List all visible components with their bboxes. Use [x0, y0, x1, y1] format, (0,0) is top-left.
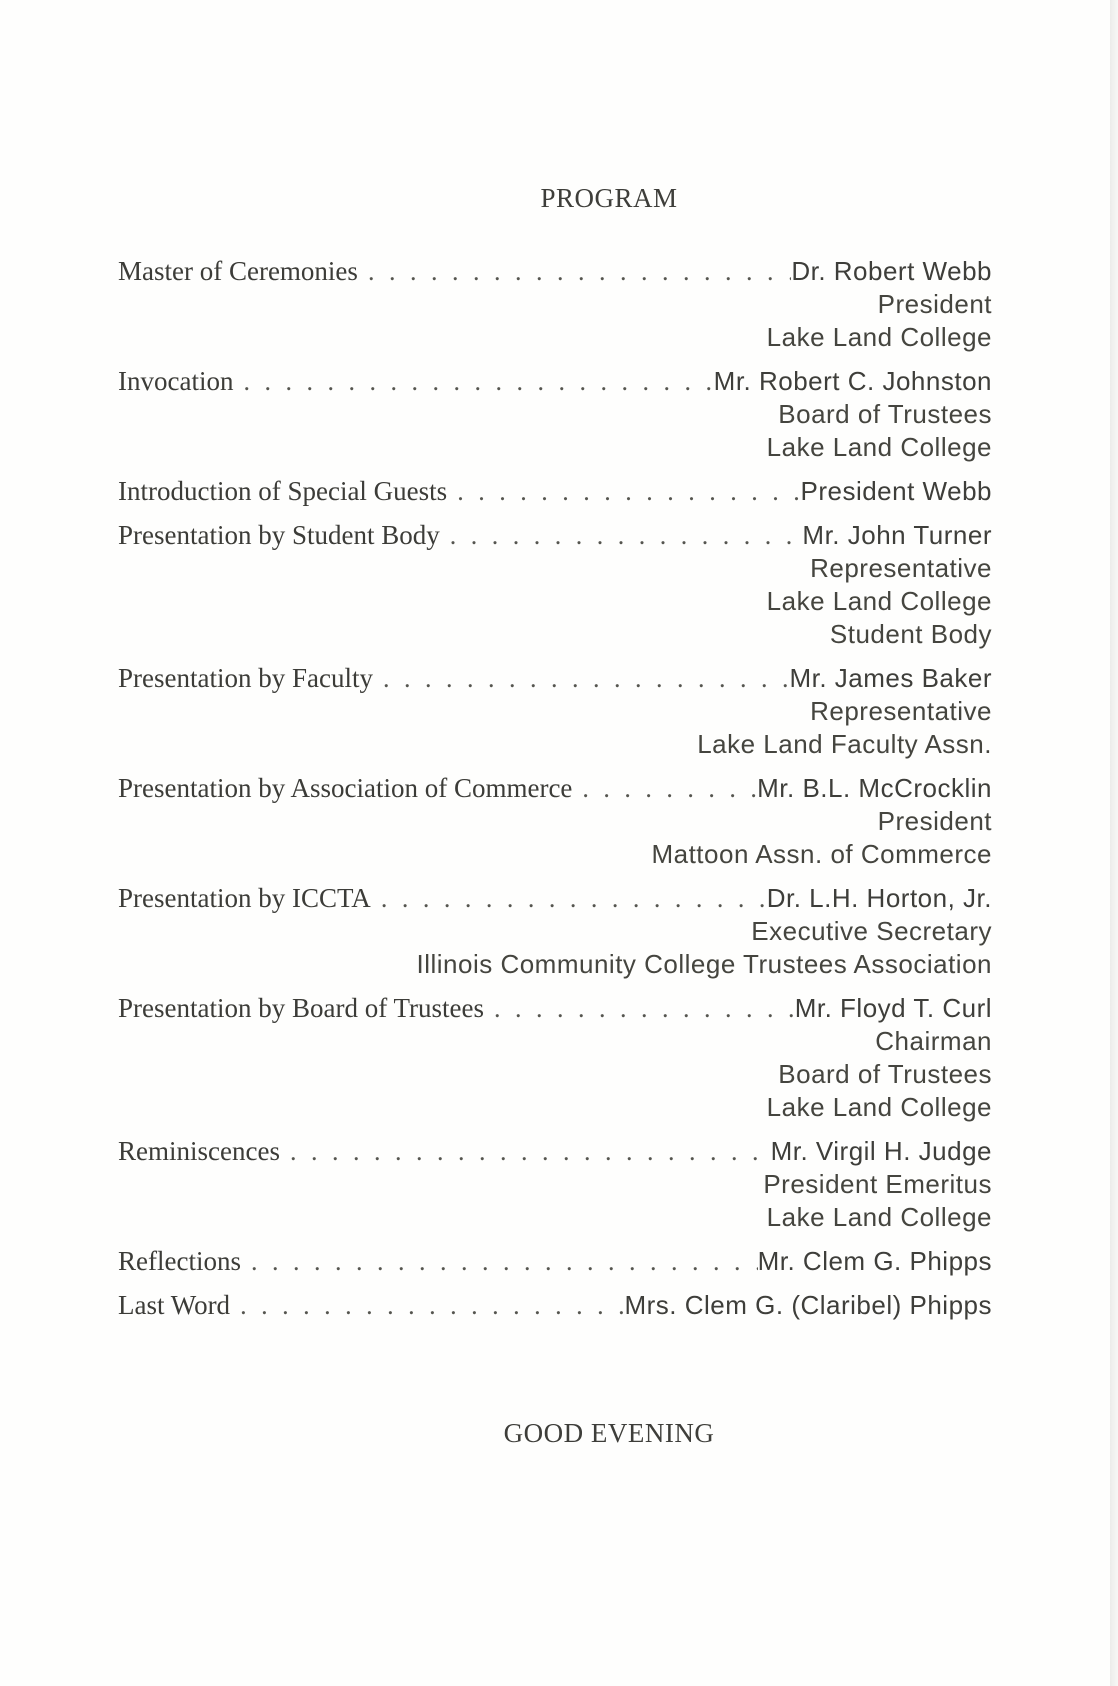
program-item-label: Presentation by Association of Commerce	[118, 773, 573, 803]
presenter-detail: Executive Secretary	[751, 916, 992, 946]
presenter-detail: Representative	[810, 553, 992, 583]
closing-text: GOOD EVENING	[503, 1418, 715, 1448]
program-item-label: Master of Ceremonies	[118, 256, 358, 286]
presenter-detail: President	[877, 289, 992, 319]
entry-spacer	[118, 871, 992, 882]
entry-spacer	[118, 464, 992, 475]
entry-spacer	[118, 1124, 992, 1135]
presenter-name: Mr. Clem G. Phipps	[757, 1246, 992, 1276]
presenter-detail: Board of Trustees	[778, 399, 992, 429]
program-entry-row	[118, 992, 992, 1025]
program-entry-row	[118, 365, 992, 398]
presenter-name: Mr. Virgil H. Judge	[770, 1136, 992, 1166]
presenter-name: President Webb	[800, 476, 992, 506]
entry-spacer	[118, 761, 992, 772]
program-entry	[118, 1245, 992, 1278]
entry-spacer	[118, 354, 992, 365]
program-item-label: Invocation	[118, 366, 234, 396]
page-edge	[1110, 0, 1118, 1686]
program-title: PROGRAM	[540, 183, 678, 213]
program-entry-row	[118, 1135, 992, 1168]
program-entry-row	[118, 1289, 992, 1322]
entry-spacer	[118, 651, 992, 662]
presenter-detail: Lake Land Faculty Assn.	[697, 729, 992, 759]
presenter-detail: Mattoon Assn. of Commerce	[651, 839, 992, 869]
presenter-name: Dr. Robert Webb	[791, 256, 992, 286]
entry-spacer	[118, 508, 992, 519]
program-entry	[118, 1289, 992, 1322]
program-item-label: Presentation by ICCTA	[118, 883, 371, 913]
program-item-label: Introduction of Special Guests	[118, 476, 448, 506]
presenter-detail: Chairman	[875, 1026, 992, 1056]
program-entry-row	[118, 1245, 992, 1278]
presenter-name: Mr. Robert C. Johnston	[713, 366, 992, 396]
presenter-detail: Lake Land College	[766, 322, 992, 352]
dot-leader	[286, 1135, 771, 1168]
dot-leader	[446, 519, 803, 552]
program-entry	[118, 475, 992, 508]
program-item-label: Reminiscences	[118, 1136, 280, 1166]
dot-leader	[377, 882, 767, 915]
dot-leader	[578, 772, 757, 805]
program-item-label: Presentation by Student Body	[118, 520, 440, 550]
program-entry	[118, 1135, 992, 1234]
program-entry-row	[118, 475, 992, 508]
program-entry	[118, 772, 992, 871]
entry-spacer	[118, 981, 992, 992]
program-entry	[118, 662, 992, 761]
program-item-label: Presentation by Faculty	[118, 663, 373, 693]
program-item-label: Presentation by Board of Trustees	[118, 993, 484, 1023]
dot-leader	[379, 662, 789, 695]
program-item-label: Reflections	[118, 1246, 241, 1276]
presenter-name: Dr. L.H. Horton, Jr.	[766, 883, 992, 913]
entry-spacer	[118, 1278, 992, 1289]
presenter-detail: Lake Land College	[766, 1092, 992, 1122]
program-item-label: Last Word	[118, 1290, 231, 1320]
program-entry-row	[118, 882, 992, 915]
presenter-detail: President Emeritus	[763, 1169, 992, 1199]
entry-spacer	[118, 1234, 992, 1245]
presenter-name: Mr. B.L. McCrocklin	[757, 773, 992, 803]
dot-leader	[236, 1289, 624, 1322]
program-entry	[118, 992, 992, 1124]
program-entry	[118, 365, 992, 464]
presenter-detail: Student Body	[829, 619, 992, 649]
presenter-name: Mr. James Baker	[789, 663, 992, 693]
presenter-name: Mr. John Turner	[802, 520, 992, 550]
program-entry-row	[118, 772, 992, 805]
program-entry	[118, 519, 992, 651]
program-entry	[118, 255, 992, 354]
presenter-detail: Lake Land College	[766, 586, 992, 616]
program-entry	[118, 882, 992, 981]
presenter-name: Mrs. Clem G. (Claribel) Phipps	[624, 1290, 992, 1320]
program-entry-row	[118, 662, 992, 695]
dot-leader	[364, 255, 791, 288]
presenter-detail: Lake Land College	[766, 1202, 992, 1232]
dot-leader	[239, 365, 713, 398]
presenter-detail: President	[877, 806, 992, 836]
dot-leader	[453, 475, 800, 508]
presenter-name: Mr. Floyd T. Curl	[794, 993, 992, 1023]
presenter-detail: Illinois Community College Trustees Association	[416, 949, 992, 979]
program-entry-row	[118, 519, 992, 552]
presenter-detail: Board of Trustees	[778, 1059, 992, 1089]
presenter-detail: Lake Land College	[766, 432, 992, 462]
program-list	[118, 255, 992, 1322]
program-entry-row	[118, 255, 992, 288]
dot-leader	[490, 992, 795, 1025]
dot-leader	[247, 1245, 758, 1278]
presenter-detail: Representative	[810, 696, 992, 726]
